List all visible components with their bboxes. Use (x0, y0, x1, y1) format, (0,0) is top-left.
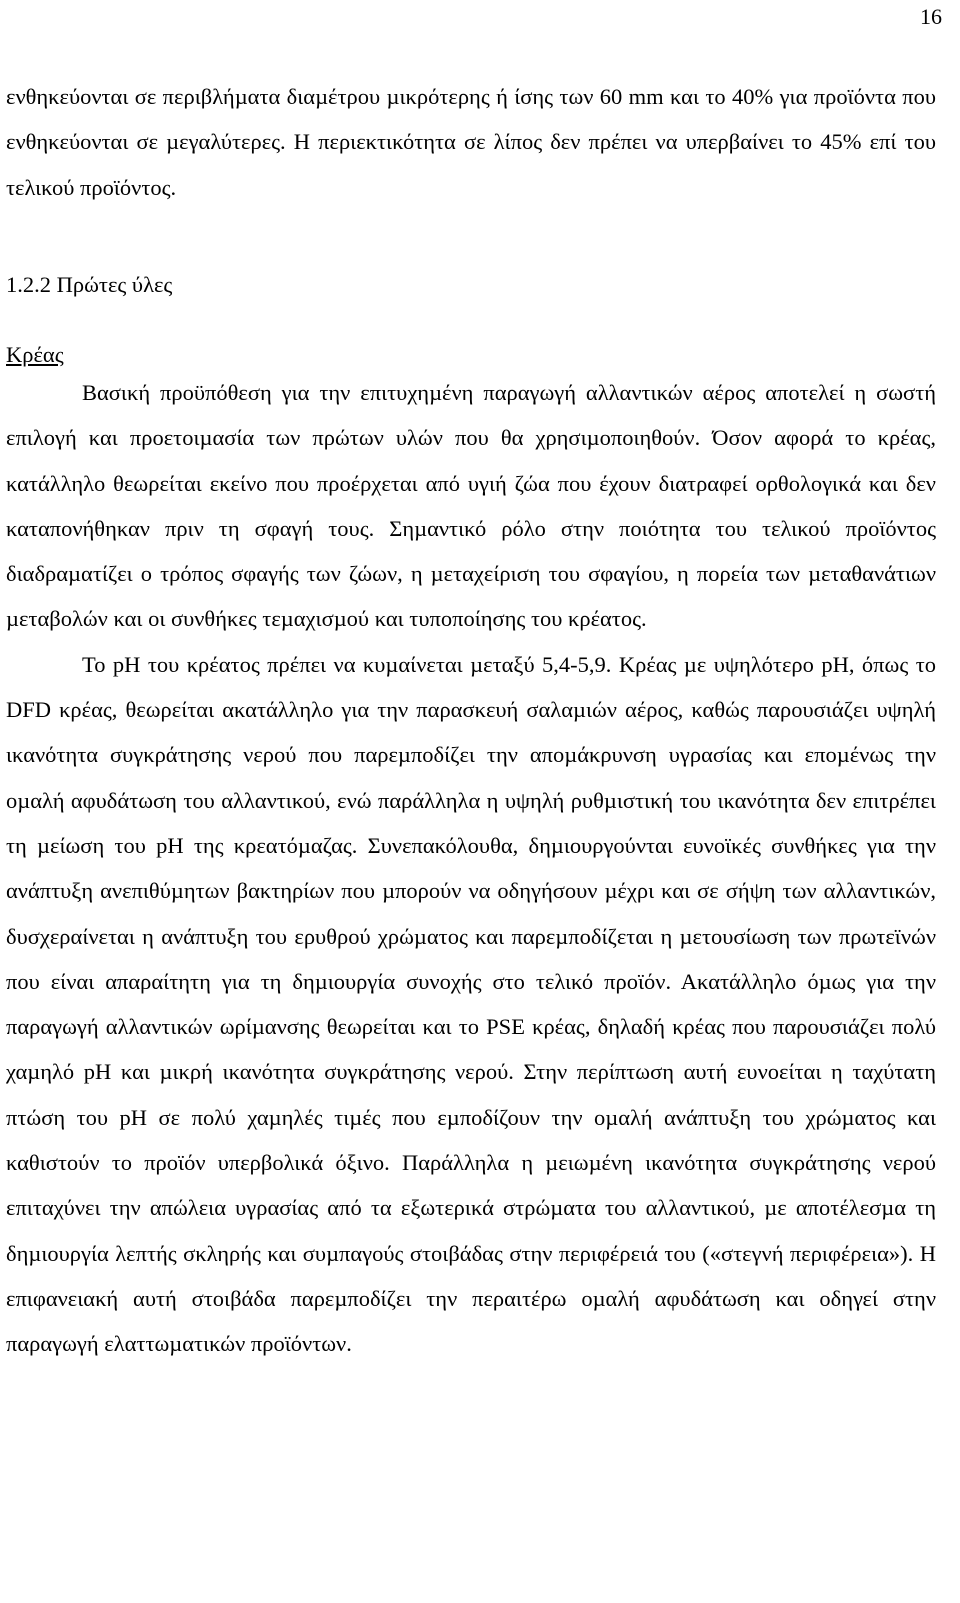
page-number: 16 (920, 4, 942, 29)
section-heading: 1.2.2 Πρώτες ύλες (6, 272, 173, 297)
subsection-heading: Κρέας (6, 342, 64, 367)
body-paragraph-1: Βασική προϋπόθεση για την επιτυχηµένη παραγωγή αλλαντικών αέρος αποτελεί η σωστή επιλογή και προετοιµασία των πρώτων υλών που θα χρησιµοποιηθούν. Όσον αφορά το κρέας, κατάλληλο θεωρείται εκείνο που προέρχεται από υγιή ζώα που έχουν διατραφεί ορθολογικά και δεν καταπονήθηκαν πριν τη σφαγή τους. Σηµαντικό ρόλο στην ποιότητα του τελικού προϊόντος διαδραµατίζει ο τρόπος σφαγής των ζώων, η µεταχείριση του σφαγίου, η πορεία των µεταθανάτιων µεταβολών και οι συνθήκες τεµαχισµού και τυποποίησης του κρέατος. (6, 380, 936, 632)
intro-paragraph: ενθηκεύονται σε περιβλήµατα διαµέτρου µικρότερης ή ίσης των 60 mm και το 40% για προϊόντα που ενθηκεύονται σε µεγαλύτερες. Η περιεκτικότητα σε λίπος δεν πρέπει να υπερβαίνει το 45% επί του τελικού προϊόντος. (6, 84, 936, 200)
section-body (6, 370, 936, 1367)
body-paragraph-2: Το pH του κρέατος πρέπει να κυµαίνεται µεταξύ 5,4-5,9. Κρέας µε υψηλότερο pH, όπως το DFD κρέας, θεωρείται ακατάλληλο για την παρασκευή σαλαµιών αέρος, καθώς παρουσιάζει υψηλή ικανότητα συγκράτησης νερού που παρεµποδίζει την αποµάκρυνση υγρασίας και εποµένως την οµαλή αφυδάτωση του αλλαντικού, ενώ παράλληλα η υψηλή ρυθµιστική του ικανότητα δεν επιτρέπει τη µείωση του pH της κρεατόµαζας. Συνεπακόλουθα, δηµιουργούνται ευνοϊκές συνθήκες για την ανάπτυξη ανεπιθύµητων βακτηρίων που µπορούν να οδηγήσουν µέχρι και σε σήψη των αλλαντικών, δυσχεραίνεται η ανάπτυξη του ερυθρού χρώµατος και παρεµποδίζεται η µετουσίωση των πρωτεϊνών που είναι απαραίτητη για τη δηµιουργία συνοχής στο τελικό προϊόν. Ακατάλληλο όµως για την παραγωγή αλλαντικών ωρίµανσης θεωρείται και το PSE κρέας, δηλαδή κρέας που παρουσιάζει πολύ χαµηλό pH και µικρή ικανότητα συγκράτησης νερού. Στην περίπτωση αυτή ευνοείται η ταχύτατη πτώση του pH σε πολύ χαµηλές τιµές που εµποδίζουν την οµαλή ανάπτυξη του χρώµατος και καθιστούν το προϊόν υπερβολικά όξινο. Παράλληλα η µειωµένη ικανότητα συγκράτησης νερού επιταχύνει την απώλεια υγρασίας από τα εξωτερικά στρώµατα του αλλαντικού, µε αποτέλεσµα τη δηµιουργία λεπτής σκληρής και συµπαγούς στοιβάδας στην περιφέρειά του («στεγνή περιφέρεια»). Η επιφανειακή αυτή στοιβάδα παρεµποδίζει την περαιτέρω οµαλή αφυδάτωση και οδηγεί στην παραγωγή ελαττωµατικών προϊόντων. (6, 651, 936, 1357)
